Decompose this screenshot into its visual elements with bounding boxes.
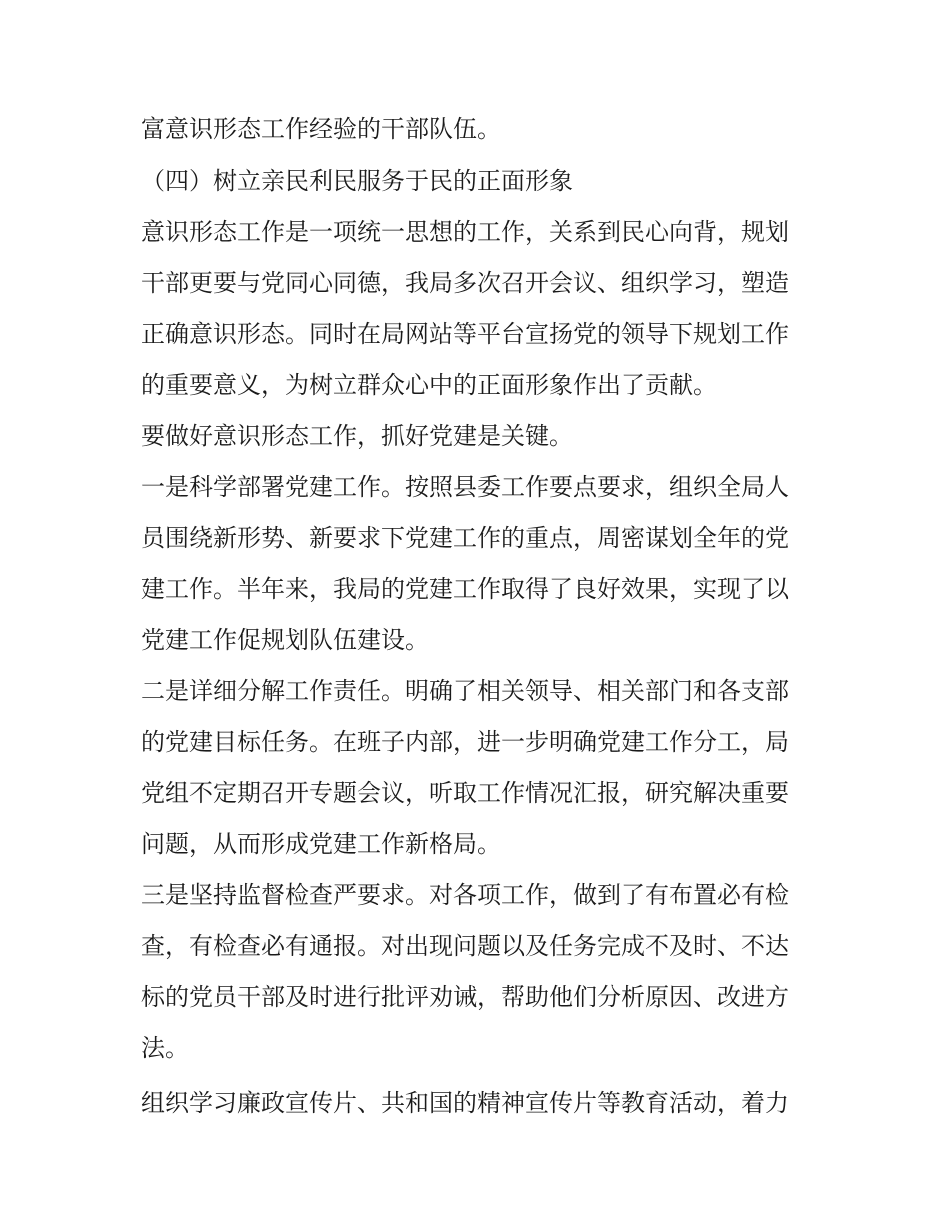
text-line: 查，有检查必有通报。对出现问题以及任务完成不及时、不达: [141, 932, 789, 960]
text-line: 干部更要与党同心同德，我局多次召开会议、组织学习，塑造: [141, 269, 789, 297]
text-line: 意识形态工作是一项统一思想的工作，关系到民心向背，规划: [141, 218, 789, 246]
section-heading: （四）树立亲民利民服务于民的正面形象: [141, 167, 573, 195]
text-line: 富意识形态工作经验的干部队伍。: [141, 115, 501, 143]
text-line: 的党建目标任务。在班子内部，进一步明确党建工作分工，局: [141, 728, 789, 756]
text-line: 建工作。半年来，我局的党建工作取得了良好效果，实现了以: [141, 575, 789, 603]
text-line: 标的党员干部及时进行批评劝诫，帮助他们分析原因、改进方: [141, 983, 789, 1011]
text-line: 正确意识形态。同时在局网站等平台宣扬党的领导下规划工作: [141, 320, 789, 348]
text-line: 党建工作促规划队伍建设。: [141, 626, 429, 654]
text-line: 员围绕新形势、新要求下党建工作的重点，周密谋划全年的党: [141, 524, 789, 552]
text-line: 的重要意义，为树立群众心中的正面形象作出了贡献。: [141, 371, 717, 399]
text-line: 问题，从而形成党建工作新格局。: [141, 830, 501, 858]
text-line: 法。: [141, 1034, 189, 1062]
text-line: 二是详细分解工作责任。明确了相关领导、相关部门和各支部: [141, 677, 789, 705]
text-line: 一是科学部署党建工作。按照县委工作要点要求，组织全局人: [141, 473, 789, 501]
text-line: 要做好意识形态工作，抓好党建是关键。: [141, 422, 573, 450]
text-line: 组织学习廉政宣传片、共和国的精神宣传片等教育活动，着力: [141, 1089, 789, 1117]
text-line: 党组不定期召开专题会议，听取工作情况汇报，研究解决重要: [141, 779, 789, 807]
text-line: 三是坚持监督检查严要求。对各项工作，做到了有布置必有检: [141, 881, 789, 909]
